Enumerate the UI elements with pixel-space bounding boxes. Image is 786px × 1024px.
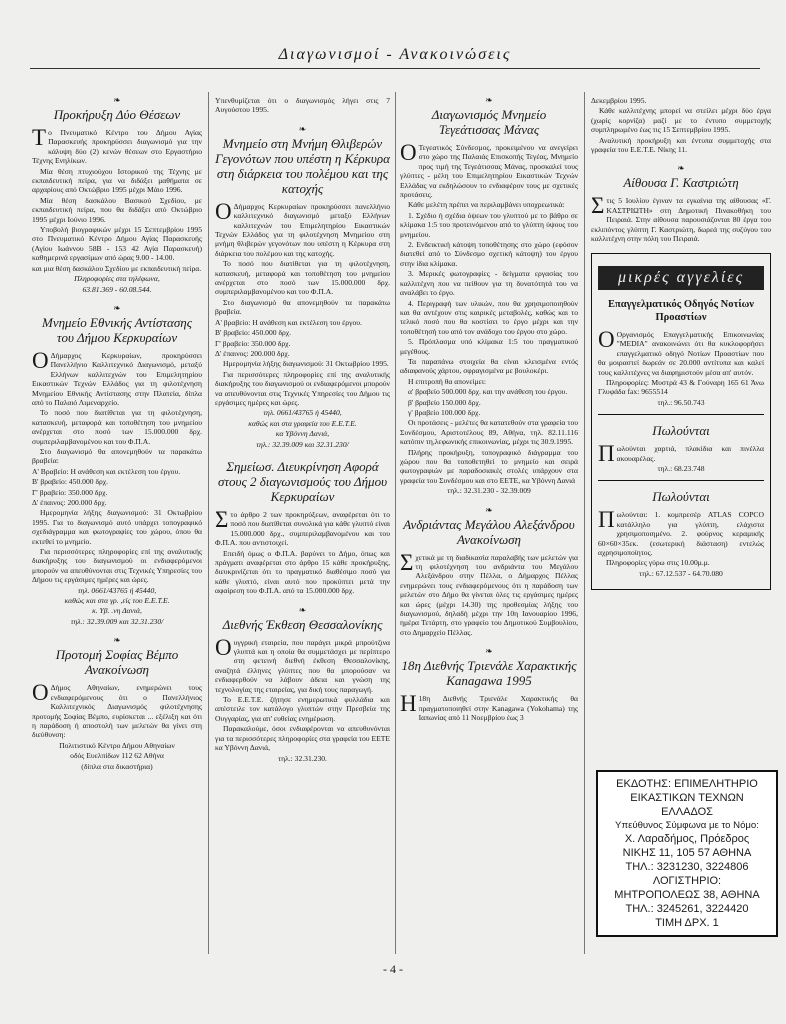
classifieds-box [591, 253, 771, 590]
article-paragraph: Το Ε.Ε.Τ.Ε. ζήτησε ενημερωτικά φυλλάδια και απέστειλε τον κατάλογο γλυπτών στην Πρεσβεία της Ουγγαρίας, για απ' ευθείας ενημέρωση. [215, 695, 390, 723]
ornament-icon: ❧ [298, 123, 307, 134]
article-title: Προτομή Σοφίας Βέμπο Ανακοίνωση [55, 647, 179, 678]
article-kastrioti [591, 164, 771, 243]
publisher-line: ΝΙΚΗΣ 11, 105 57 ΑΘΗΝΑ [622, 847, 752, 859]
article-paragraph: Δήμος Αθηναίων, ενημερώνει τους ενδιαφερόμενους ότι ο Πανελλήνιος Καλλιτεχνικός Διαγωνισμός φιλοτέχνησης προτομής Σοφίας Βέμπο, ευρίσκεται ... εξέλιξη και ότι η παράδοση ή αποστολή των μελετών θα γίνει στη διεύθυνση: [32, 683, 202, 740]
article-prokiryxi [32, 96, 202, 294]
article-protomi [32, 636, 202, 771]
list-item: 2. Ενδεικτική κάτοψη τοποθέτησης στο χώρο (εφόσον διατεθεί από το Σύνδεσμο σχετική κάτοψη) του έργου στην ίδια κλίμακα. [400, 240, 578, 268]
publisher-line: ΕΛΛΑΔΟΣ [661, 806, 713, 818]
prize-item: α' βραβείο 500.000 δρχ. και την ανάθεση του έργου. [408, 387, 568, 397]
article-title: Διεθνής Έκθεση Θεσσαλονίκης [222, 616, 383, 632]
ad-text: ωλούνται χαρτιά, πλακίδια και πινέλλα ακουαρέλας. [616, 444, 764, 463]
prize-item: Δ' έπαινος: 200.000 δρχ. [215, 348, 290, 358]
ad-phone: τηλ.: 67.12.537 - 64.70.080 [639, 568, 723, 578]
article-paragraph: τις 5 Ιουλίου έγιναν τα εγκαίνια της αίθουσας «Γ. ΚΑΣΤΡΙΩΤΗ» στη Δημοτική Πινακοθήκη του Πειραιά. Στην αίθουσα παρουσιάζονται 80 έργα του εκλιπόντος γλύπτη Γ. Καστριώτη, δωρεά της συζύγου του καλλιτέχνη στην πόλη του Πειραιά. [591, 196, 771, 244]
article-paragraph: Στο διαγωνισμό θα απονεμηθούν τα παρακάτω βραβεία. [215, 297, 390, 317]
info-phones: 63.81.369 - 60.08.544. [82, 284, 152, 294]
page-number: - 4 - [383, 962, 403, 976]
ad-title: Επαγγελματικός Οδηγός Νοτίων Προαστίων [608, 298, 754, 323]
article-paragraph: Κάθε καλλιτέχνης μπορεί να στείλει μέχρι δύο έργα (χωρίς κορνίζα) μαζί με το έντυπο συμμετοχής συμπληρωμένο έως τις 15 Σεπτεμβρίου 1995. [591, 106, 771, 135]
ad-title: Πωλούνται [652, 423, 710, 439]
article-title: 18η Διεθνής Τριενάλε Χαρακτικής Kanagawa 1995 [401, 658, 577, 689]
prize-item: β' βραβείο 150.000 δρχ. [408, 397, 481, 407]
ad-text: Οργανισμός Επαγγελματικής Επικοινωνίας "MEDIA" ανακοινώνει ότι θα κυκλοφορήσει επαγγελματικό οδηγό Νοτίων Προαστίων που θα μοιραστεί δωρεάν σε 20.000 αντίτυπα και καλεί τους καλλιτέχνες να διαφημιστούν μέσα απ' αυτόν. [598, 329, 764, 377]
column-rule [208, 92, 209, 954]
ad-text: Πληροφορίες γύρω στις 10.00μ.μ. [606, 558, 710, 568]
ornament-icon: ❧ [485, 646, 493, 657]
article-paragraph: Μία θέση δασκάλου Βασικού Σχεδίου, με εκπαιδευτική πείρα, που θα διδάξει από Οκτώβριο 1995 μέχρι Ιούνιο 1996. [32, 195, 202, 224]
prize-item: Δ' έπαινος: 200.000 δρχ. [32, 498, 107, 507]
article-simeiosi [215, 459, 390, 596]
article-tegeatissa [400, 96, 578, 496]
article-paragraph: Για περισσότερες πληροφορίες επί της αναλυτικής διακήρυξης του διαγωνισμού οι ενδιαφερόμενοι μπορούν να απευθύνονται στις Τεχνικές Υπηρεσίες του Δήμου τις εργάσιμες ημέρες και ώρες. [32, 547, 202, 585]
article-mnimi-kerkyras [215, 125, 390, 449]
publisher-line: ΜΗΤΡΟΠΟΛΕΩΣ 38, ΑΘΗΝΑ [614, 889, 760, 901]
ornament-icon: ❧ [485, 95, 493, 105]
article-paragraph: Δήμαρχος Κερκυραίων, προκηρύσσει Πανελλήνιο Καλλιτεχνικό Διαγωνισμό, μεταξύ Ελλήνων καλλιτεχνών του Επιμελητηρίου Εικαστικών Τεχνών Ελλάδος για τη φιλοτέχνηση Μνημείου Εθνικής Αντίστασης στην Πλατεία, δίπλα από το Παλαιό Λιμεναρχείο. [32, 350, 202, 407]
article-title: Προκήρυξη Δύο Θέσεων [53, 107, 181, 122]
drop-cap: Σ [215, 506, 229, 532]
address-line: (δίπλα στα δικαστήρια) [81, 761, 153, 771]
ad-text: Πληροφορίες: Μυστρά 43 & Γούναρη 165 61 Άνω Γλυφάδα fax: 9655514 [598, 377, 764, 397]
prize-item: Β' βραβείο: 450.000 δρχ. [32, 477, 109, 487]
article-title: Διαγωνισμός Μνημείο Τεγεάτισσας Μάνας [431, 107, 547, 137]
contact-line: τηλ. 0661/43765 ή 45440, [77, 585, 157, 595]
contact-line: τηλ.: 32.39.009 και 32.31.230/ [256, 439, 349, 449]
drop-cap: Τ [32, 125, 47, 150]
ad-text: ωλούνται: 1. κομπρεσέρ ATLAS COPCO κατάλληλο για γλύπτη, ελάχιστα χρησιμοποιημένο. 2. φούρνος κεραμικής 60×60×35εκ. (εσωτερική διάσταση) εντελώς αχρησιμοποίητος. [598, 510, 764, 557]
publisher-line: ΕΚΔΟΤΗΣ: ΕΠΙΜΕΛΗΤΗΡΙΟ [616, 778, 758, 790]
article-paragraph: Παρακαλούμε, όσοι ενδιαφέρονται να απευθυνόνται για τα περισσότερες πληροφορίες στα γραφεία του ΕΕΤΕ κα Υβόννη Δανιά, [215, 724, 390, 753]
article-paragraph: Οι προτάσεις - μελέτες θα κατατεθούν στα γραφεία του Συνδέσμου, Αριστοτέλους 89, Αθήνα, τηλ. 82.11.116 κατόπιν τη,λεφωνικής επικοινωνίας, μέχρι τις 30.9.1995. [400, 418, 578, 447]
list-item: 3. Μερικές φωτογραφίες - δείγματα εργασίας του καλλιτέχνη που να πείθουν για τη δυνατότητά του να αναλάβει το έργο. [400, 269, 578, 298]
ad-phone: τηλ.: 68.23.748 [657, 463, 705, 473]
publisher-line: ΤΗΛ.: 3245261, 3224420 [625, 903, 749, 915]
article-paragraph: 18η Διεθνής Τριενάλε Χαρακτικής θα πραγματοποιηθεί στην Kanagawa (Yokohama) της Ιαπωνίας από 11 Νοεμβρίου έως 3 [418, 694, 578, 723]
contact-line: κ. Υβ. .νη Δανιά, [92, 606, 142, 616]
drop-cap: Ο [215, 198, 232, 224]
drop-cap: Ο [215, 634, 232, 660]
drop-cap: Ο [598, 326, 615, 352]
prize-item: Α' βραβείο: Η ανάθεση και εκτέλεση του έργου. [215, 317, 362, 327]
publisher-line: ΤΗΛ.: 3231230, 3224806 [625, 861, 749, 873]
drop-cap: Π [598, 507, 615, 533]
ad-poulountai-1 [598, 414, 764, 480]
drop-cap: Σ [591, 193, 605, 219]
prize-item: γ' βραβείο 100.000 δρχ. [408, 407, 481, 417]
ornament-icon: ❧ [113, 95, 121, 105]
article-paragraph: Το ποσό που διατίθεται για τη φιλοτέχνηση, κατασκευή, μεταφορά και τοποθέτηση του μνημείου ανέρχεται στο ποσό των 15.000.000 δρχ. συμπεριλαμβανομένου και του Φ.Π.Α. [215, 259, 390, 297]
publisher-line: Χ. Λαραδήμος, Πρόεδρος [624, 833, 750, 845]
article-paragraph: το άρθρο 2 των προκηρύξεων, αναφέρεται ότι το ποσό που διατίθεται συνολικά για κάθε γλυπτό είναι 15.000.000 δρχ., συμπεριλαμβανομένου και του Φ.Π.Α. που αντιστοιχεί. [215, 509, 390, 548]
contact-line: καθώς και στα γραφεία του Ε.Ε.Τ.Ε. [248, 418, 357, 428]
drop-cap: Ο [32, 680, 49, 706]
article-paragraph: Πλήρης προκήρυξη, τοπογραφικό διάγραμμα του χώρου που θα τοποθετηθεί το μνημείο και σειρά φωτογραφιών με παραδοσιακές στολές υπάρχουν στα γραφεία του Συνδέσμου και στο ΕΕΤΕ, κα Υβόννη Δανιά [400, 447, 578, 485]
article-andrianta [400, 506, 578, 638]
article-title: Ανδριάντας Μεγάλου Αλεξάνδρου Ανακοίνωση [403, 516, 575, 547]
article-paragraph: Τεγεατικός Σύνδεσμος, προκειμένου να ανεγείρει στο χώρο της Παλαιάς Επισκοπής Τεγέας, Μνημείο προς τιμή της Τεγεάτισσας Μάνας, προσκαλεί τους γλύπτες - μέλη του Επιμελητηρίου Εικαστικών Τεχνών Ελλάδας να εκδηλώσουν το ενδιαφέρον τους με σχετικές προτάσεις. [400, 143, 578, 200]
contact-line: τηλ.: 32.31.230 - 32.39.009 [447, 486, 531, 496]
column-4 [591, 96, 771, 590]
page-header: Διαγωνισμοί - Ανακοινώσεις [30, 46, 760, 69]
drop-cap: Π [598, 441, 615, 467]
article-paragraph: Κάθε μελέτη πρέπει να περιλαμβάνει υποχρεωτικά: [408, 200, 565, 210]
article-mnimeio-antistasis [32, 304, 202, 626]
article-title: Μνημείο στη Μνήμη Θλιβερών Γεγονότων που υπέστη η Κέρκυρα στη διάρκεια του πολέμου και της κατοχής [215, 135, 390, 196]
prize-item: Β' βραβείο: 450.000 δρχ. [215, 328, 292, 338]
list-item: 1. Σχέδιο ή σχέδια όψεων του γλυπτού με το βάθρο σε κλίμακα 1:5 του προτεινόμενου από το γλύπτη ύψους του μνημείου. [400, 210, 578, 239]
contact-line: τηλ.: 32.31.230. [278, 753, 327, 763]
article-paragraph: Υποβολή βιογραφικών μέχρι 15 Σεπτεμβρίου 1995 στο Πνευματικό Κέντρο Δήμου Αγίας Παρασκευής (Αγίου Ιωάννου 58Β - 153 42 Αγία Παρασκευή) καθημερινά εργασίμων από ώρας 9.00 - 14.00. [32, 225, 202, 263]
contact-line: τηλ.: 32.39.009 και 32.31.230/ [70, 616, 164, 626]
publisher-line: ΤΙΜΗ ΔΡΧ. 1 [655, 917, 719, 929]
ornament-icon: ❧ [113, 302, 121, 313]
ad-odigos [598, 290, 764, 414]
article-paragraph: Δήμαρχος Κερκυραίων προκηρύσσει πανελλήνιο καλλιτεχνικό διαγωνισμό μεταξύ Ελλήνων καλλιτεχνών του Επιμελητηρίου Εικαστικών Τεχνών Ελλάδος για τη φιλοτέχνηση Μνημείου στη μνήμη θλιβερών γεγονότων που υπέστη η Κέρκυρα στη διάρκεια του πολέμου και της κατοχής. [215, 201, 390, 258]
article-title: Αίθουσα Γ. Καστριώτη [623, 175, 739, 191]
publisher-line: Υπεύθυνος Σύμφωνα με το Νόμο: [615, 820, 759, 831]
column-1 [32, 96, 202, 781]
article-paragraph: και μια θέση δασκάλου Σχεδίου με εκπαιδευτική πείρα. [32, 263, 202, 273]
article-paragraph: Ημερομηνία λήξης διαγωνισμού: 31 Οκτωβρίου 1995. [223, 359, 389, 369]
classifieds-heading: μικρές αγγελίες [598, 266, 764, 289]
list-item: 4. Περιγραφή των υλικών, που θα χρησιμοποιηθούν και θα αντέχουν στις καιρικές μεταβολές, καθώς και το τελικό ποσό που θα κοστίσει το έργο μέχρι και την τοποθέτησή του από τον ανάδοχο του έργου στο χώρο. [400, 298, 578, 336]
article-paragraph: Μία θέση πτυχιούχου Ιστορικού της Τέχνης με εκπαιδευτική πείρα, για να διδάξει μαθήματα σε αρχαρίους από Οκτώβριο 1995 μέχρι Μάιο 1996. [32, 166, 202, 195]
article-paragraph: υγγρική εταιρεία, που παράγει μικρά μπρούτζινα γλυπτά και η οποία θα συμμετάσχει με περίπτερο στη φετεινή διεθνή έκθεση Θεσσαλονίκης, αναζητά έλληνες γλύπτες που θα μπορούσαν να ενδιαφερθούν να λάβουν άδεια και γνώση της τεχνολογίας της εταιρείας, για δική τους παραγωγή. [215, 637, 390, 694]
prize-item: Γ' βραβείο: 350.000 δρχ. [215, 338, 291, 348]
prize-item: Γ' βραβείο: 350.000 δρχ. [32, 487, 108, 497]
drop-cap: Η [400, 691, 417, 717]
ad-phone: τηλ.: 96.50.743 [657, 397, 705, 407]
drop-cap: Ο [400, 140, 417, 165]
article-paragraph: χετικά με τη διαδικασία παραλαβής των μελετών για τη φιλοτέχνηση του ανδριάντα του Μεγάλου Αλεξάνδρου στην Πέλλα, ο Δήμαρχος Πέλλας ενημερώνει τους ενδιαφερόμενους ότι η παράδοση των μελετών στο Δήμο θα γίνεται όλες τις εργάσιμες ημέρες και ώρες (μέχρι 14.30) της προθεσμίας λήξης του διαγωνισμού, δηλαδή μέχρι την 10η Ιανουαρίου 1996, ημέρα Τετάρτη, στο γραφείο του Δημοτικού Συμβουλίου, στο Δημαρχείο Πέλλας. [400, 552, 578, 637]
list-item: 5. Πρόπλασμα υπό κλίμακα 1:5 του πραγματικού μεγέθους. [400, 337, 578, 356]
publisher-box [596, 770, 778, 937]
article-paragraph: Ημερομηνία λήξης διαγωνισμού: 31 Οκτωβρίου 1995. Για το διαγωνισμό αυτό υπάρχει τοπογραφικό σχεδιάγραμμα και φωτογραφίες του χώρου, όπου θα εκτεθεί το μνημείο. [32, 508, 202, 546]
column-2 [215, 96, 390, 773]
column-3 [400, 96, 578, 733]
article-ekthesi [215, 606, 390, 763]
article-title: Σημείωσ. Διευκρίνηση Αφορά στους 2 διαγωνισμούς του Δήμου Κερκυραίων [217, 458, 388, 504]
article-paragraph: Για περισσότερες πληροφορίες επί της αναλυτικής διακήρυξης του διαγωνισμού οι ενδιαφερόμενοι μπορούν να απευθύνονται στις Τεχνικές Υπηρεσίες του Δήμου τις εργάσιμες ημέρες και ώρες. [215, 369, 390, 407]
contact-line: καθώς και στα γρ. ,είς του Ε.Ε.Τ.Ε. [64, 596, 170, 606]
ornament-icon: ❧ [298, 604, 307, 615]
article-paragraph: Αναλυτική προκήρυξη και έντυπα συμμετοχής στα γραφεία του Ε.Ε.Τ.Ε. Νίκης 11. [591, 135, 771, 155]
address-line: οδός Ευελπίδων 112 62 Αθήνα [70, 751, 164, 761]
ad-title: Πωλούνται [652, 489, 710, 505]
article-paragraph: Το ποσό που διατίθεται για τη φιλοτέχνηση, κατασκευή, μεταφορά και τοποθέτηση του μνημείου ανέρχεται στο ποσό των 15.000.000 δρχ. συμπεριλαμβανομένου και του Φ.Π.Α. [32, 408, 202, 446]
article-paragraph: Δεκεμβρίου 1995. [591, 96, 647, 105]
article-paragraph: Επειδή όμως ο Φ.Π.Α. βαρύνει το Δήμο, όπως και πράγματι αναφέρεται στο άρθρο 15 κάθε προκήρυξης, διευκρινίζεται ότι το πραγματικό διαθέσιμο ποσό για κάθε γλυπτό, είναι αυτό που προκύπτει μετά την αφαίρεση του Φ.Π.Α. από τα 15.000.000 δρχ. [215, 548, 390, 596]
info-label: Πληροφορίες στα τηλέφωνα, [74, 274, 160, 284]
article-paragraph: Τα παραπάνω στοιχεία θα είναι κλεισμένα εντός αδιαφανούς χάρτου, σφραγισμένα με βουλοκέρι. [400, 356, 578, 376]
article-paragraph: Στο διαγωνισμό θα απονεμηθούν τα παρακάτω βραβεία: [32, 446, 202, 466]
address-line: Πολιτιστικό Κέντρο Δήμου Αθηναίων [59, 740, 175, 750]
ornament-icon: ❧ [677, 163, 685, 174]
contact-line: τηλ. 0661/43765 ή 45440, [263, 408, 342, 418]
article-paragraph: Η επιτροπή θα απονείμει: [408, 376, 486, 386]
drop-cap: Σ [400, 549, 414, 575]
ad-poulountai-2 [598, 480, 764, 585]
contact-line: κα Υβόννη Δανιά, [275, 429, 330, 439]
article-kanagawa [400, 647, 578, 722]
column-rule [584, 92, 585, 954]
kanagawa-continued [591, 96, 771, 154]
drop-cap: Ο [32, 347, 49, 373]
publisher-line: ΛΟΓΙΣΤΗΡΙΟ: [652, 875, 722, 887]
prize-item: Α' Βραβείο: Η ανάθεση και εκτέλεση του έργου. [32, 466, 181, 476]
publisher-line: ΕΙΚΑΣΤΙΚΩΝ ΤΕΧΝΩΝ [630, 792, 744, 804]
article-paragraph: ο Πνευματικό Κέντρο του Δήμου Αγίας Παρασκευής προκηρύσσει διαγωνισμό για την κάλυψη δύο (2) κενών θέσεων στο Εργαστήριο Τέχνης Ενηλίκων. [32, 128, 202, 166]
continued-text: Υπενθυμίζεται ότι ο διαγωνισμός λήγει στις 7 Αυγούστου 1995. [215, 96, 390, 115]
article-title: Μνημείο Εθνικής Αντίστασης του Δήμου Κερκυραίων [41, 314, 193, 345]
column-rule [395, 92, 396, 954]
ornament-icon: ❧ [113, 635, 121, 646]
ornament-icon: ❧ [485, 504, 493, 515]
